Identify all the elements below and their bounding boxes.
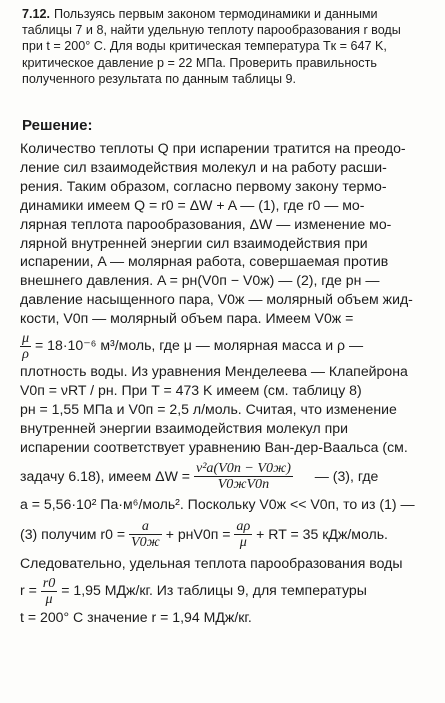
solution-line: динамики имеем Q = r0 = ΔW + A — (1), где r0 — мо-: [20, 196, 365, 213]
problem-line-2: таблицы 7 и 8, найти удельную теплоту парообразования r воды: [22, 23, 401, 38]
solution-line: испарении соответствует уравнению Ван-дер-Ваальса (см.: [20, 438, 408, 455]
solution-line: Количество теплоты Q при испарении тратится на преодо-: [20, 140, 406, 156]
solution-line: ление сил взаимодействия молекул и на работу расши-: [20, 158, 387, 175]
delta-w-formula-line: задачу 6.18), имеем ΔW = $\frac{\text{ν²a(V0п − V0ж)}}{V0жV0п}$ — (3), где: [20, 460, 379, 493]
solution-line: pн = 1,55 МПа и V0п = 2,5 л/моль. Считая, что изменение: [20, 400, 397, 417]
solution-line: испарении, A — молярная работа, совершаемая против: [20, 253, 389, 270]
problem-line-4: критическое давление p = 22 МПа. Проверить правильность: [22, 55, 377, 70]
r0-over-mu-fraction: $\frac{r0}{\mu}$: [42, 575, 56, 608]
delta-w-fraction: $\frac{\text{ν²a(V0п − V0ж)}}{V0жV0п}$: [195, 460, 291, 493]
solution-line: давление насыщенного пара, V0ж — молярный объем жид-: [20, 291, 413, 308]
solution-body: [20, 139, 434, 627]
problem-number: 7.12.: [22, 7, 51, 21]
solution-line: t = 200° C значение r = 1,94 МДж/кг.: [20, 609, 252, 626]
solution-line: внешнего давления. A = pн(V0п − V0ж) — (2), где pн —: [20, 272, 380, 289]
mu-over-rho-fraction: $\frac{\mu}{\rho}$: [22, 329, 30, 362]
r-formula-line: r = $\frac{r0}{\mu}$ = 1,95 МДж/кг. Из таблицы 9, для температуры: [20, 575, 367, 608]
problem-line-3: при t = 200° C. Для воды критическая температура Tк = 647 K,: [22, 39, 387, 54]
solution-line: V0п = νRT / pн. При T = 473 K имеем (см. таблицу 8): [20, 381, 362, 398]
solution-line: внутренней энергии взаимодействия молекул при: [20, 419, 348, 436]
problem-statement: [22, 6, 434, 87]
a-rho-over-mu-fraction: $\frac{a\rho}{\mu}$: [236, 518, 251, 551]
r0-formula-line: (3) получим r0 = $\frac{a}{V0ж}$ + pнV0п = $\frac{a\rho}{\mu}$ + RT = 35 кДж/моль.: [20, 518, 388, 551]
problem-line-5: полученного результата по данным таблицы 9.: [22, 71, 297, 86]
solution-line: плотность воды. Из уравнения Менделеева — Клапейрона: [20, 363, 408, 380]
density-formula-line: $\frac{\mu}{\rho}$ = 18·10⁻⁶ м³/моль, где μ — молярная масса и ρ —: [22, 329, 364, 362]
solution-line: лярной внутренней энергии сил взаимодействия при: [20, 234, 368, 251]
problem-line-1: 7.12. Пользуясь первым законом термодинамики и данными: [22, 7, 378, 21]
solution-line: рения. Таким образом, согласно первому закону термо-: [20, 177, 387, 194]
a-over-v-fraction: $\frac{a}{V0ж}$: [131, 518, 160, 551]
solution-line: кости, V0п — молярный объем пара. Имеем V0ж =: [20, 310, 354, 327]
solution-line: лярная теплота парообразования, ΔW — изменение мо-: [20, 215, 392, 232]
solution-line: a = 5,56·10² Па·м⁶/моль². Поскольку V0ж << V0п, то из (1) —: [20, 495, 415, 512]
solution-line: Следовательно, удельная теплота парообразования воды: [20, 554, 403, 571]
solution-heading: Решение:: [22, 117, 93, 134]
